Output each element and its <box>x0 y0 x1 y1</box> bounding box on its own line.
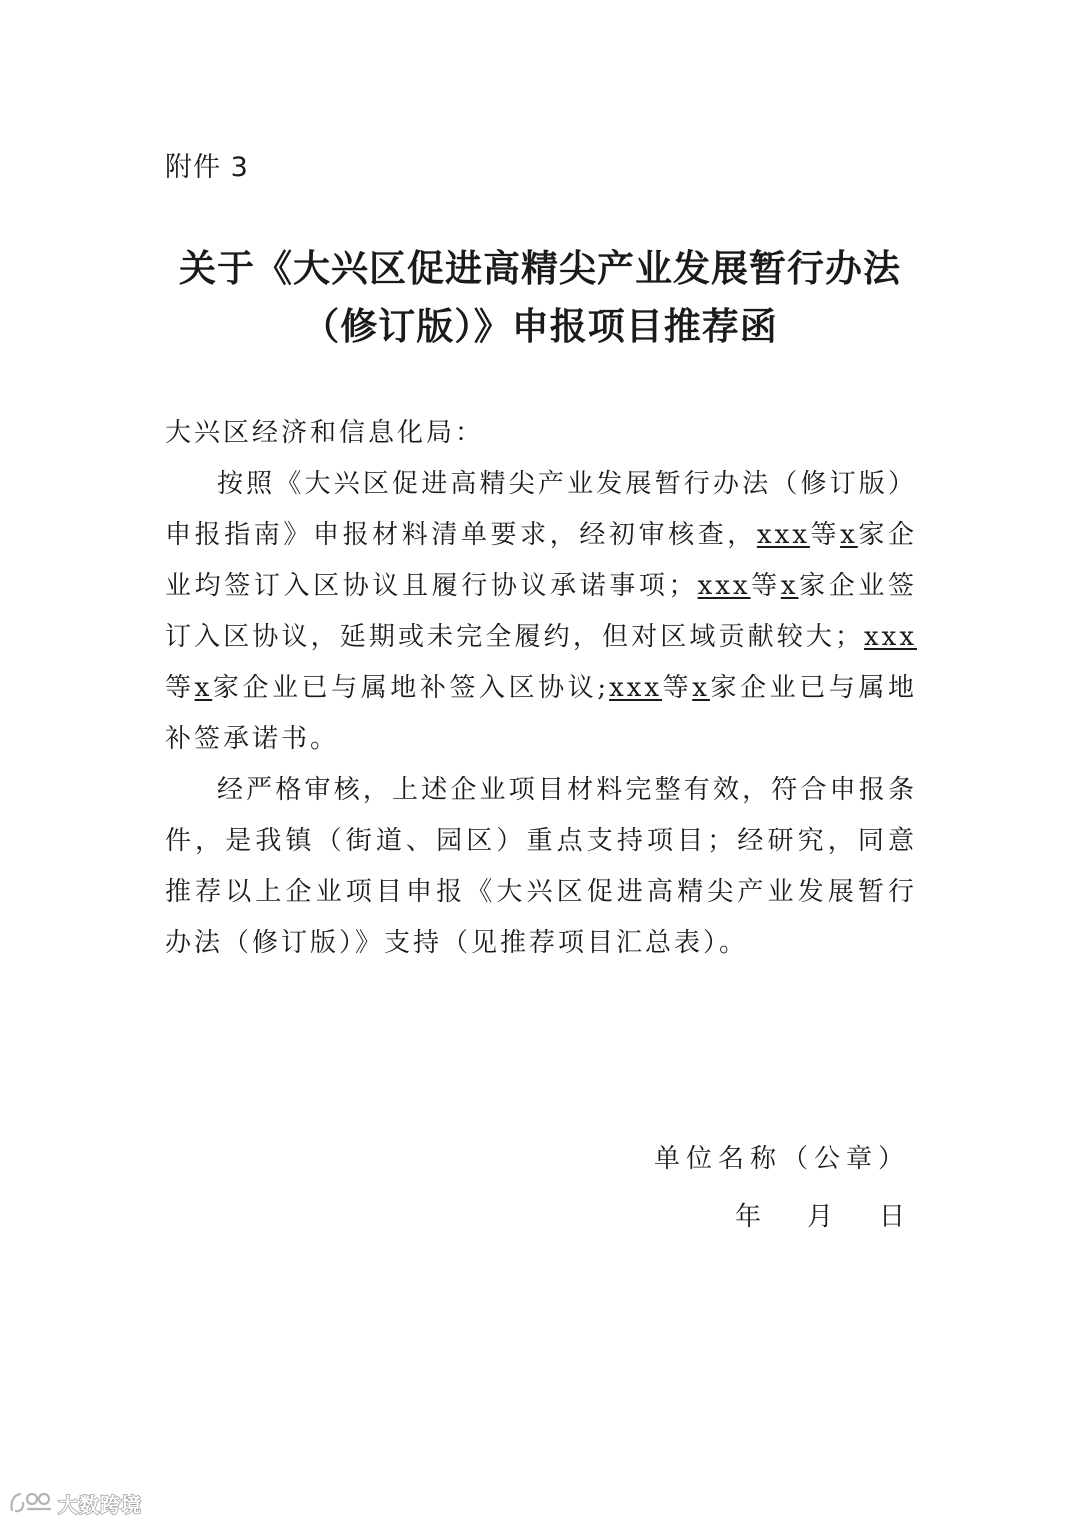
paragraph-1-text: 家企业已与属地补签承诺书。 <box>165 673 917 754</box>
paragraph-1-text: 等 <box>809 520 841 550</box>
paragraph-1-text: 家企业已与属地补签入区协议; <box>212 673 610 703</box>
paragraph-1-text: 家企业签订入区协议，延期或未完全履约，但对区域贡献较大； <box>165 571 917 652</box>
document-title <box>150 240 930 356</box>
signature-date <box>735 1196 905 1233</box>
fill-in-blank: x <box>780 571 799 601</box>
watermark-logo-icon <box>8 1490 54 1516</box>
title-line-1: 关于《大兴区促进高精尖产业发展暂行办法 <box>179 247 901 290</box>
date-year: 年 <box>735 1202 762 1232</box>
fill-in-blank: xxx <box>697 571 751 601</box>
fill-in-blank: x <box>194 673 213 703</box>
paragraph-1-text: 按照《大兴区促进高精尖产业发展暂行办法（修订版）申报指南》申报材料清单要求，经初审核查， <box>165 469 917 550</box>
letter-body <box>165 408 917 969</box>
paragraph-1-text: 等 <box>662 673 693 703</box>
fill-in-blank: xxx <box>864 622 917 652</box>
fill-in-blank: xxx <box>609 673 663 703</box>
signature-unit: 单位名称（公章） <box>653 1144 910 1174</box>
paragraph-1-text: 等 <box>165 673 195 703</box>
watermark-text: 大数跨境 <box>58 1492 142 1517</box>
paragraph-1 <box>165 459 917 765</box>
fill-in-blank: x <box>692 673 710 703</box>
paragraph-1-text: 家企业均签订入区协议且履行协议承诺事项； <box>165 520 917 601</box>
title-line-2: （修订版）》申报项目推荐函 <box>302 305 778 348</box>
watermark <box>8 1489 142 1517</box>
paragraph-2: 经严格审核，上述企业项目材料完整有效，符合申报条件，是我镇（街道、园区）重点支持项目；经研究，同意推荐以上企业项目申报《大兴区促进高精尖产业发展暂行办法（修订版）》支持（见推荐项目汇总表）。 <box>165 775 917 958</box>
salutation: 大兴区经济和信息化局： <box>165 418 485 448</box>
fill-in-blank: xxx <box>756 520 810 550</box>
paragraph-1-text: 等 <box>750 571 781 601</box>
date-day: 日 <box>879 1202 906 1232</box>
date-month: 月 <box>807 1202 834 1232</box>
attachment-label: 附件 3 <box>165 152 249 183</box>
fill-in-blank: x <box>840 520 858 550</box>
